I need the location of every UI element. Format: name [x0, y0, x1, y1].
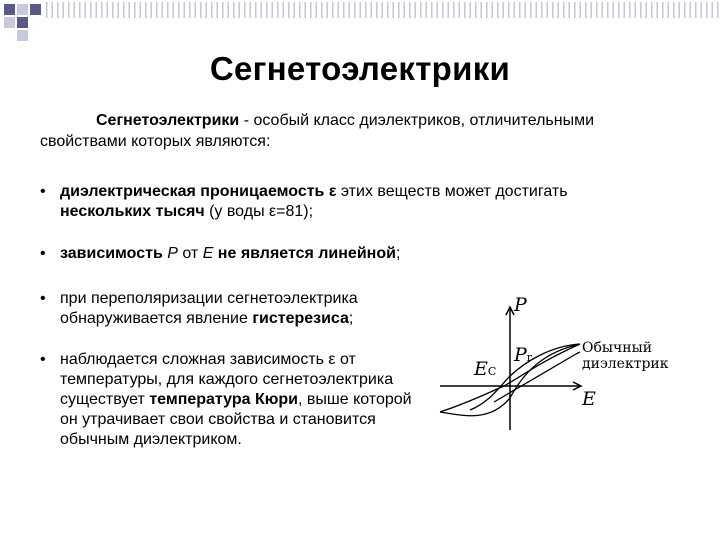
bullet-marker: •	[40, 351, 46, 368]
bullet-text: наблюдается сложная зависимость ε от температуры, для каждого сегнетоэлектрика существует	[60, 351, 394, 408]
decor-square	[17, 17, 28, 28]
ec-label: EC	[474, 358, 497, 380]
bullet-italic-symbol: P	[167, 245, 178, 262]
p-axis-label: P	[514, 294, 527, 316]
intro-term: Сегнетоэлектрики	[96, 112, 240, 129]
bullet-italic-symbol: E	[202, 245, 214, 262]
decor-square	[4, 4, 15, 15]
intro-text: - особый класс диэлектриков, отличительными свойствами которых являются:	[40, 112, 595, 150]
bullet-marker: •	[40, 183, 46, 200]
decor-square	[30, 4, 41, 15]
bullet-text: ;	[348, 310, 354, 327]
ordinary-dielectric-line	[494, 354, 576, 402]
ordinary-dielectric-note: Обычный диэлектрик	[582, 340, 669, 372]
bullet-text: (у воды ε=81);	[204, 203, 314, 220]
bullet-text: ;	[395, 245, 401, 262]
decor-square	[4, 17, 15, 28]
hysteresis-figure	[430, 290, 670, 430]
decor-square	[17, 30, 28, 41]
decor-square	[17, 4, 28, 15]
bullet-marker: •	[40, 245, 46, 262]
slide-title: Сегнетоэлектрики	[209, 50, 511, 87]
bullet-bold-text: диэлектрическая проницаемость ε	[60, 183, 337, 200]
bullet-item	[40, 350, 420, 450]
bullet-bold-text: гистерезиса	[252, 310, 349, 327]
bullet-text: от	[177, 245, 203, 262]
bullet-item	[40, 244, 680, 264]
bullet-bold-text: температура Кюри	[149, 391, 298, 408]
bullet-marker: •	[40, 290, 46, 307]
bullet-item	[40, 289, 420, 329]
header-stripe	[46, 2, 720, 18]
bullet-text: этих веществ может достигать	[336, 183, 568, 200]
intro-paragraph	[40, 110, 660, 152]
bullet-item	[40, 182, 680, 222]
bullet-text: , выше которой он утрачивает свои свойства и становится обычным диэлектриком.	[60, 391, 412, 448]
e-axis-label: E	[582, 388, 596, 410]
bullet-bold-text: зависимость	[60, 245, 168, 262]
bullet-bold-text: не является линейной	[213, 245, 396, 262]
bullet-bold-text: нескольких тысяч	[60, 203, 205, 220]
corner-decoration	[0, 0, 52, 44]
pr-label: Pr	[514, 344, 533, 366]
bullet-text: при переполяризации сегнетоэлектрика обнаруживается явление	[60, 290, 358, 327]
